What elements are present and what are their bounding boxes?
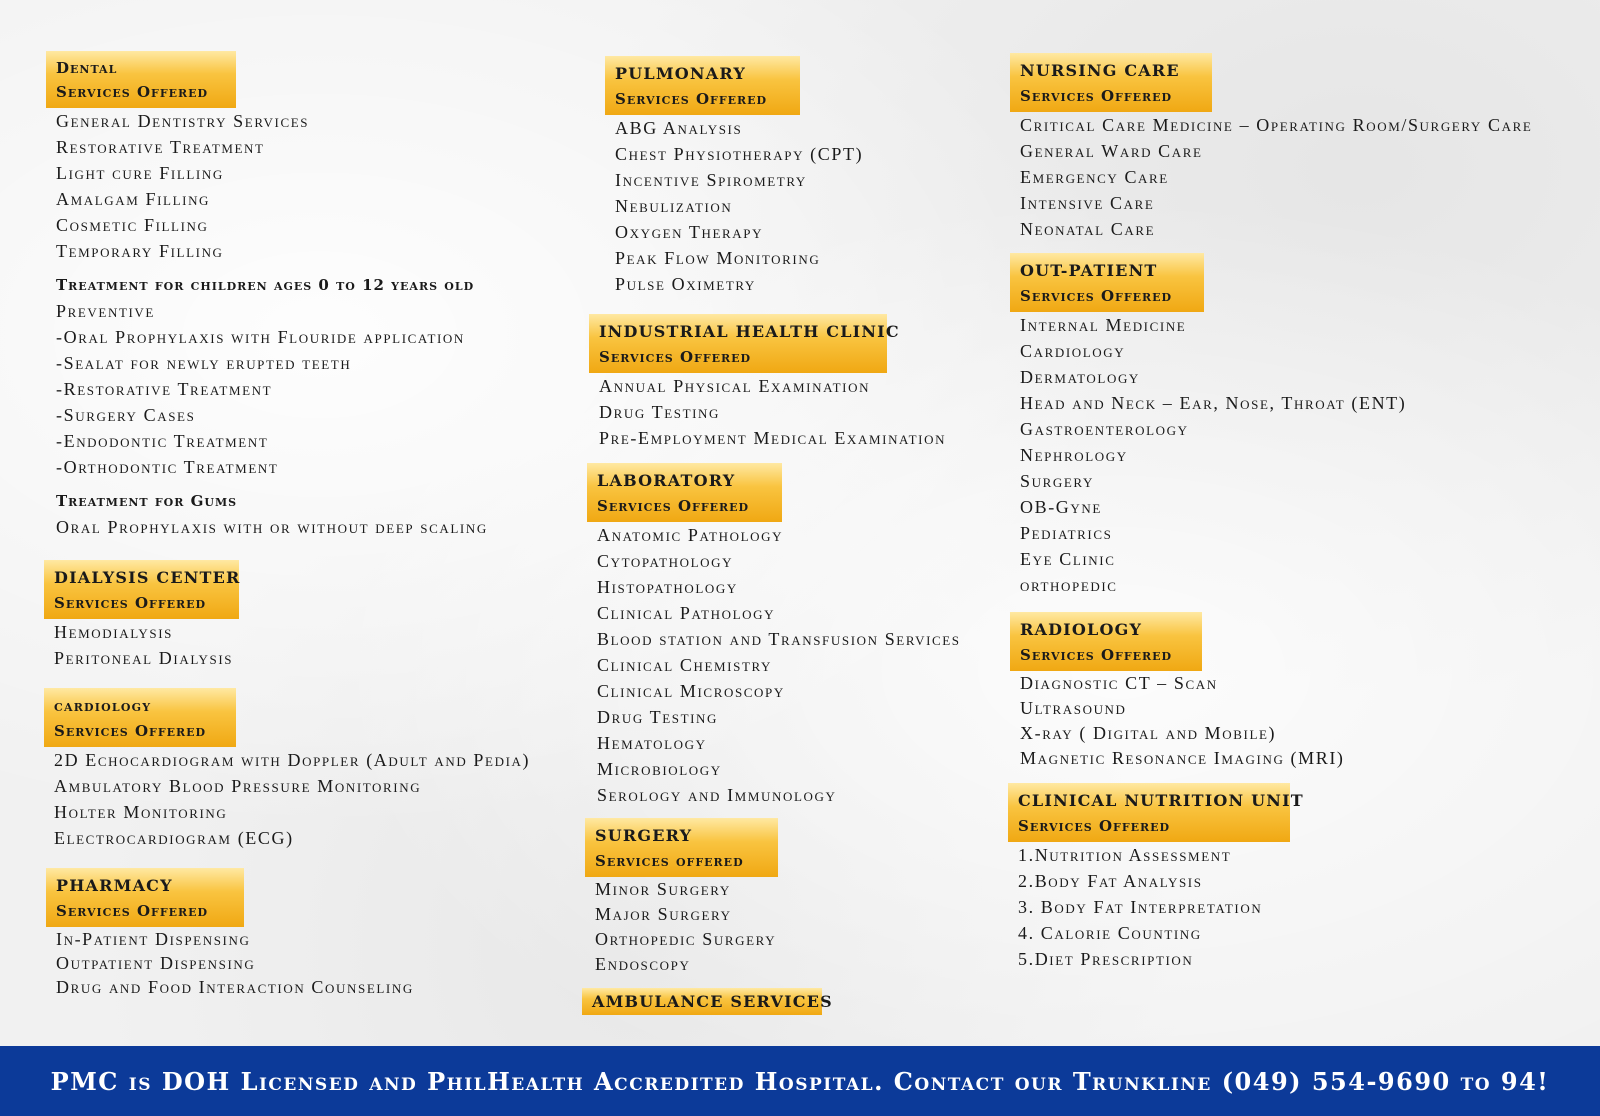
list-item: Intensive Care <box>1020 193 1155 213</box>
outpatient-title: OUT-PATIENT <box>1020 261 1158 280</box>
dental-header <box>46 51 236 108</box>
list-item: Pulse Oximetry <box>615 274 756 294</box>
list-item: Ultrasound <box>1020 698 1127 718</box>
list-item: Eye Clinic <box>1020 549 1116 569</box>
surgery-header <box>585 818 778 877</box>
nutrition-title: CLINICAL NUTRITION UNIT <box>1018 791 1304 810</box>
pharmacy-title: PHARMACY <box>56 876 173 895</box>
outpatient-list <box>1010 312 1406 598</box>
list-item: Pediatrics <box>1020 523 1113 543</box>
dental-subtitle: Services Offered <box>56 83 209 101</box>
pharmacy-list <box>46 927 414 999</box>
list-item: Minor Surgery <box>595 879 731 899</box>
list-item: Oral Prophylaxis with or without deep scaling <box>56 517 488 537</box>
list-item: Temporary Filling <box>56 241 224 261</box>
list-item: Nephrology <box>1020 445 1128 465</box>
list-item: Annual Physical Examination <box>599 376 871 396</box>
list-item: -Oral Prophylaxis with Flouride application <box>56 327 465 347</box>
list-item: 1.Nutrition Assessment <box>1018 845 1232 865</box>
list-item: Pre-Employment Medical Examination <box>599 428 947 448</box>
radiology-header <box>1010 612 1202 671</box>
dental-gums-heading: Treatment for Gums <box>56 492 238 510</box>
surgery-subtitle: Services offered <box>595 852 744 870</box>
list-item: Clinical Chemistry <box>597 655 773 675</box>
industrial-list <box>589 373 946 451</box>
list-item: Peak Flow Monitoring <box>615 248 821 268</box>
list-item: General Dentistry Services <box>56 111 310 131</box>
radiology-list <box>1010 671 1345 771</box>
cardiology-header <box>44 688 236 747</box>
nursing-section <box>1010 53 1532 242</box>
list-item: Peritoneal Dialysis <box>54 648 234 668</box>
list-item: -Orthodontic Treatment <box>56 457 279 477</box>
outpatient-header <box>1010 253 1204 312</box>
dental-children-list <box>46 298 488 480</box>
nutrition-section <box>1008 783 1304 972</box>
list-item: Magnetic Resonance Imaging (MRI) <box>1020 748 1345 768</box>
list-item: Surgery <box>1020 471 1094 491</box>
list-item: Endoscopy <box>595 954 691 974</box>
pulmonary-title: PULMONARY <box>615 64 746 83</box>
laboratory-header <box>587 463 782 522</box>
list-item: Diagnostic CT – Scan <box>1020 673 1218 693</box>
list-item: General Ward Care <box>1020 141 1203 161</box>
list-item: Chest Physiotherapy (CPT) <box>615 144 864 164</box>
list-item: 5.Diet Prescription <box>1018 949 1194 969</box>
industrial-section <box>589 314 946 451</box>
laboratory-section <box>587 463 961 808</box>
dialysis-title: DIALYSIS CENTER <box>54 568 241 587</box>
nursing-header <box>1010 53 1212 112</box>
list-item: Critical Care Medicine – Operating Room/Surgery Care <box>1020 115 1533 135</box>
surgery-section <box>585 818 778 977</box>
outpatient-section <box>1010 253 1406 598</box>
pulmonary-section <box>605 56 863 297</box>
list-item: Outpatient Dispensing <box>56 953 256 973</box>
list-item: -Sealat for newly erupted teeth <box>56 353 352 373</box>
nursing-list <box>1010 112 1532 242</box>
list-item: Anatomic Pathology <box>597 525 784 545</box>
laboratory-list <box>587 522 961 808</box>
dialysis-section <box>44 560 239 671</box>
radiology-title: RADIOLOGY <box>1020 620 1143 639</box>
list-item: Gastroenterology <box>1020 419 1189 439</box>
list-item: 3. Body Fat Interpretation <box>1018 897 1263 917</box>
list-item: X-ray ( Digital and Mobile) <box>1020 723 1277 743</box>
list-item: Incentive Spirometry <box>615 170 807 190</box>
list-item: Hemodialysis <box>54 622 174 642</box>
nursing-title: NURSING CARE <box>1020 61 1180 80</box>
cardiology-list <box>44 747 530 851</box>
nutrition-subtitle: Services Offered <box>1018 817 1171 835</box>
list-item: Blood station and Transfusion Services <box>597 629 961 649</box>
list-item: -Endodontic Treatment <box>56 431 269 451</box>
list-item: Emergency Care <box>1020 167 1169 187</box>
list-item: Drug and Food Interaction Counseling <box>56 977 414 997</box>
surgery-title: SURGERY <box>595 826 693 845</box>
list-item: Nebulization <box>615 196 733 216</box>
list-item: Neonatal Care <box>1020 219 1156 239</box>
industrial-header <box>589 314 900 373</box>
list-item: Drug Testing <box>599 402 721 422</box>
list-item: OB-Gyne <box>1020 497 1102 517</box>
laboratory-title: LABORATORY <box>597 471 736 490</box>
dental-title: Dental <box>56 59 118 77</box>
list-item: Cardiology <box>1020 341 1126 361</box>
dental-list <box>46 108 488 264</box>
list-item: Clinical Pathology <box>597 603 776 623</box>
industrial-title: INDUSTRIAL HEALTH CLINIC <box>599 322 900 341</box>
nursing-subtitle: Services Offered <box>1020 87 1173 105</box>
list-item: ABG Analysis <box>615 118 743 138</box>
list-item: Cytopathology <box>597 551 734 571</box>
list-item: Histopathology <box>597 577 738 597</box>
list-item: orthopedic <box>1020 575 1118 595</box>
ambulance-section <box>582 988 833 1015</box>
list-item: Orthopedic Surgery <box>595 929 777 949</box>
ambulance-header <box>582 988 833 1015</box>
radiology-subtitle: Services Offered <box>1020 646 1173 664</box>
footer-banner <box>0 1046 1600 1116</box>
list-item: Serology and Immunology <box>597 785 837 805</box>
industrial-subtitle: Services Offered <box>599 348 752 366</box>
list-item: Head and Neck – Ear, Nose, Throat (ENT) <box>1020 393 1407 413</box>
cardiology-subtitle: Services Offered <box>54 722 207 740</box>
list-item: Hematology <box>597 733 707 753</box>
cardiology-section <box>44 688 530 851</box>
list-item: In-Patient Dispensing <box>56 929 251 949</box>
list-item: Restorative Treatment <box>56 137 265 157</box>
cardiology-title: cardiology <box>54 696 152 715</box>
pulmonary-header <box>605 56 800 115</box>
ambulance-title: AMBULANCE SERVICES <box>592 992 833 1011</box>
outpatient-subtitle: Services Offered <box>1020 287 1173 305</box>
list-item: Dermatology <box>1020 367 1140 387</box>
dialysis-header <box>44 560 239 619</box>
pulmonary-subtitle: Services Offered <box>615 90 768 108</box>
dental-gums-list <box>46 514 488 540</box>
footer-text: PMC is DOH Licensed and PhilHealth Accredited Hospital. Contact our Trunkline (049) 554-9690 to 94! <box>50 1066 1550 1096</box>
list-item: Major Surgery <box>595 904 732 924</box>
nutrition-list <box>1008 842 1290 972</box>
list-item: 2.Body Fat Analysis <box>1018 871 1203 891</box>
list-item: -Restorative Treatment <box>56 379 273 399</box>
list-item: Oxygen Therapy <box>615 222 764 242</box>
list-item: Amalgam Filling <box>56 189 211 209</box>
pulmonary-list <box>605 115 863 297</box>
dialysis-subtitle: Services Offered <box>54 594 207 612</box>
radiology-section <box>1010 612 1345 771</box>
list-item: Cosmetic Filling <box>56 215 209 235</box>
pharmacy-header <box>46 868 244 927</box>
list-item: Light cure Filling <box>56 163 224 183</box>
list-item: Ambulatory Blood Pressure Monitoring <box>54 776 422 796</box>
dialysis-list <box>44 619 239 671</box>
list-item: Internal Medicine <box>1020 315 1187 335</box>
dental-children-heading: Treatment for children ages 0 to 12 years old <box>56 276 475 294</box>
list-item: Microbiology <box>597 759 722 779</box>
pharmacy-subtitle: Services Offered <box>56 902 209 920</box>
list-item: 2D Echocardiogram with Doppler (Adult and Pedia) <box>54 750 531 770</box>
list-item: Drug Testing <box>597 707 719 727</box>
list-item: Holter Monitoring <box>54 802 228 822</box>
list-item: Electrocardiogram (ECG) <box>54 828 294 848</box>
list-item: Clinical Microscopy <box>597 681 785 701</box>
list-item: 4. Calorie Counting <box>1018 923 1202 943</box>
surgery-list <box>585 877 778 977</box>
list-item: -Surgery Cases <box>56 405 196 425</box>
pharmacy-section <box>46 868 414 999</box>
nutrition-header <box>1008 783 1304 842</box>
list-item: Preventive <box>56 301 155 321</box>
laboratory-subtitle: Services Offered <box>597 497 750 515</box>
dental-section <box>46 51 488 540</box>
